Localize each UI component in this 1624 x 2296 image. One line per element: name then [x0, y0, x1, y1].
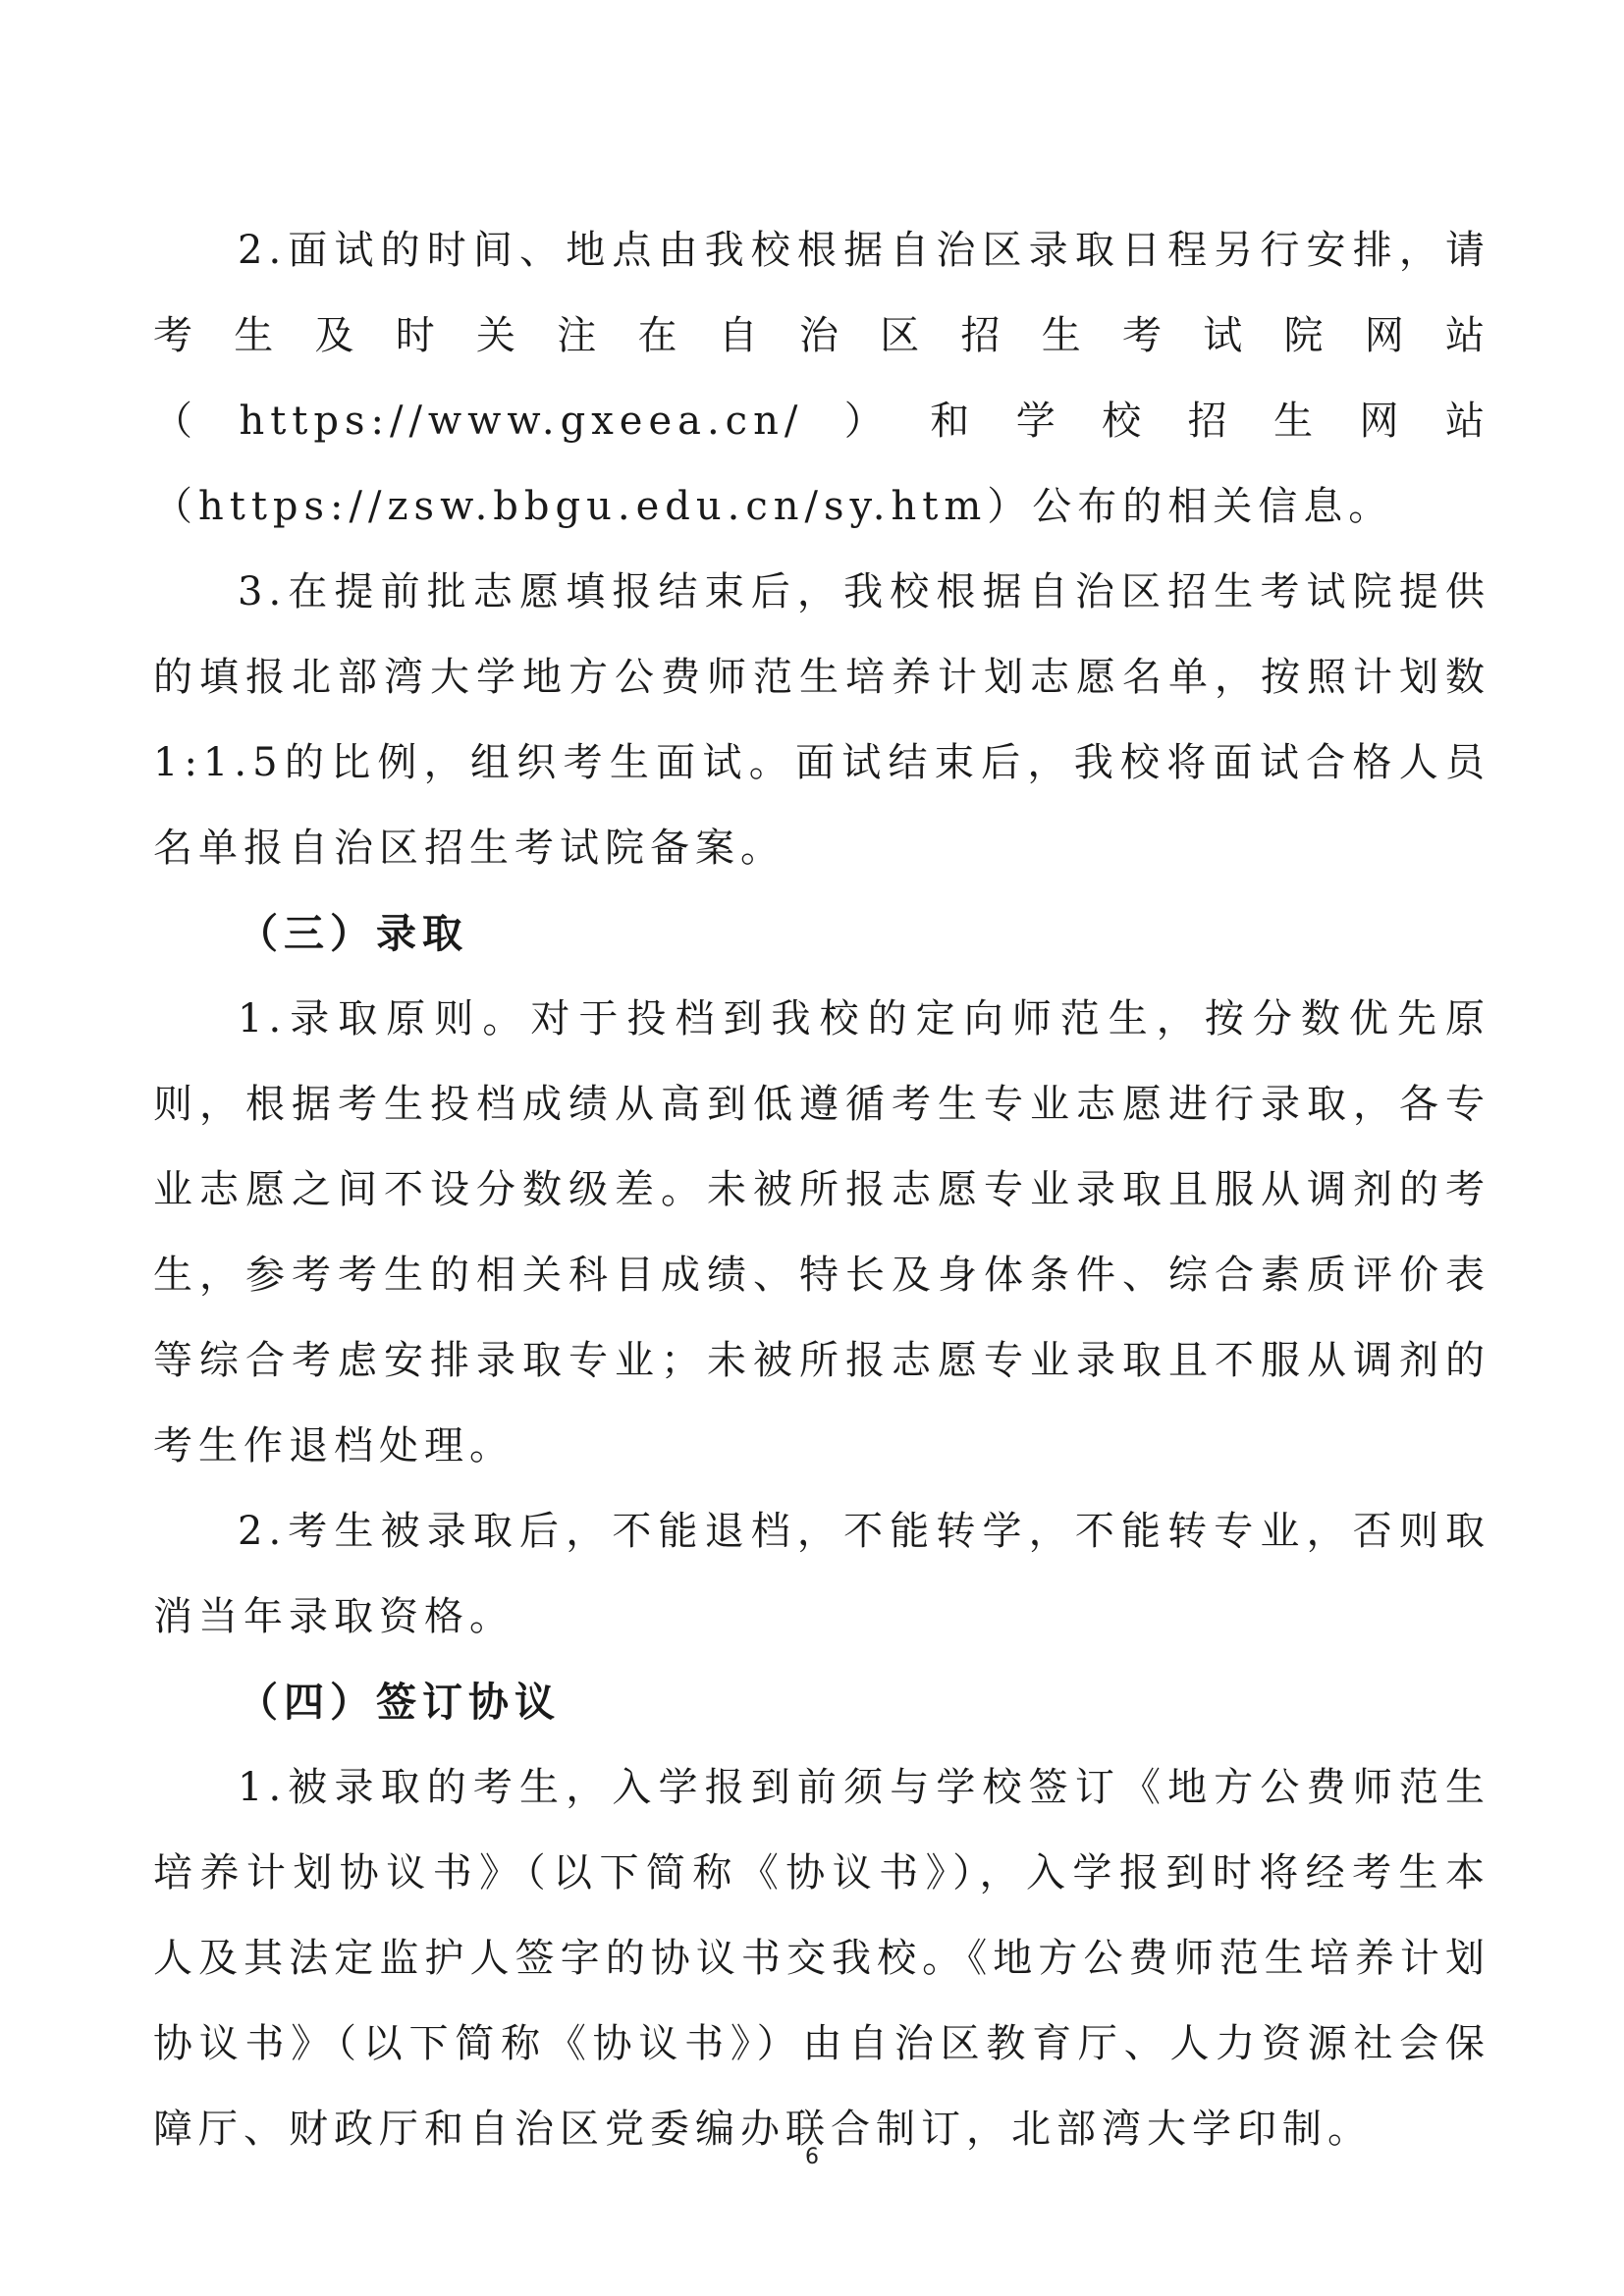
page-number: 6 — [805, 2145, 819, 2169]
paragraph-admission-principle: 1.录取原则。对于投档到我校的定向师范生，按分数优先原则，根据考生投档成绩从高到低遵循考生专业志愿进行录取，各专业志愿之间不设分数级差。未被所报志愿专业录取且服从调剂的考生，参考考生的相关科目成绩、特长及身体条件、综合素质评价表等综合考虑安排录取专业；未被所报志愿专业录取且不服从调剂的考生作退档处理。 — [153, 996, 1490, 1468]
paragraph-interview-arrangement: 3.在提前批志愿填报结束后，我校根据自治区招生考试院提供的填报北部湾大学地方公费师范生培养计划志愿名单，按照计划数1:1.5的比例，组织考生面试。面试结束后，我校将面试合格人员名单报自治区招生考试院备案。 — [153, 569, 1490, 871]
document-body — [153, 208, 1490, 2172]
section-heading-admission: （三）录取 — [238, 910, 468, 957]
paragraph-agreement-signing: 1.被录取的考生，入学报到前须与学校签订《地方公费师范生培养计划协议书》（以下简称《协议书》），入学报到时将经考生本人及其法定监护人签字的协议书交我校。《地方公费师范生培养计划协议书》（以下简称《协议书》）由自治区教育厅、人力资源社会保障厅、财政厅和自治区党委编办联合制订，北部湾大学印制。 — [153, 1765, 1490, 2152]
paragraph-interview-schedule: 2.面试的时间、地点由我校根据自治区录取日程另行安排，请考生及时关注在自治区招生考试院网站（https://www.gxeea.cn/）和学校招生网站（https://zsw.bbgu.edu.cn/sy.htm）公布的相关信息。 — [153, 228, 1490, 529]
paragraph-admission-restriction: 2.考生被录取后，不能退档，不能转学，不能转专业，否则取消当年录取资格。 — [153, 1509, 1490, 1639]
section-heading-agreement: （四）签订协议 — [238, 1679, 561, 1726]
